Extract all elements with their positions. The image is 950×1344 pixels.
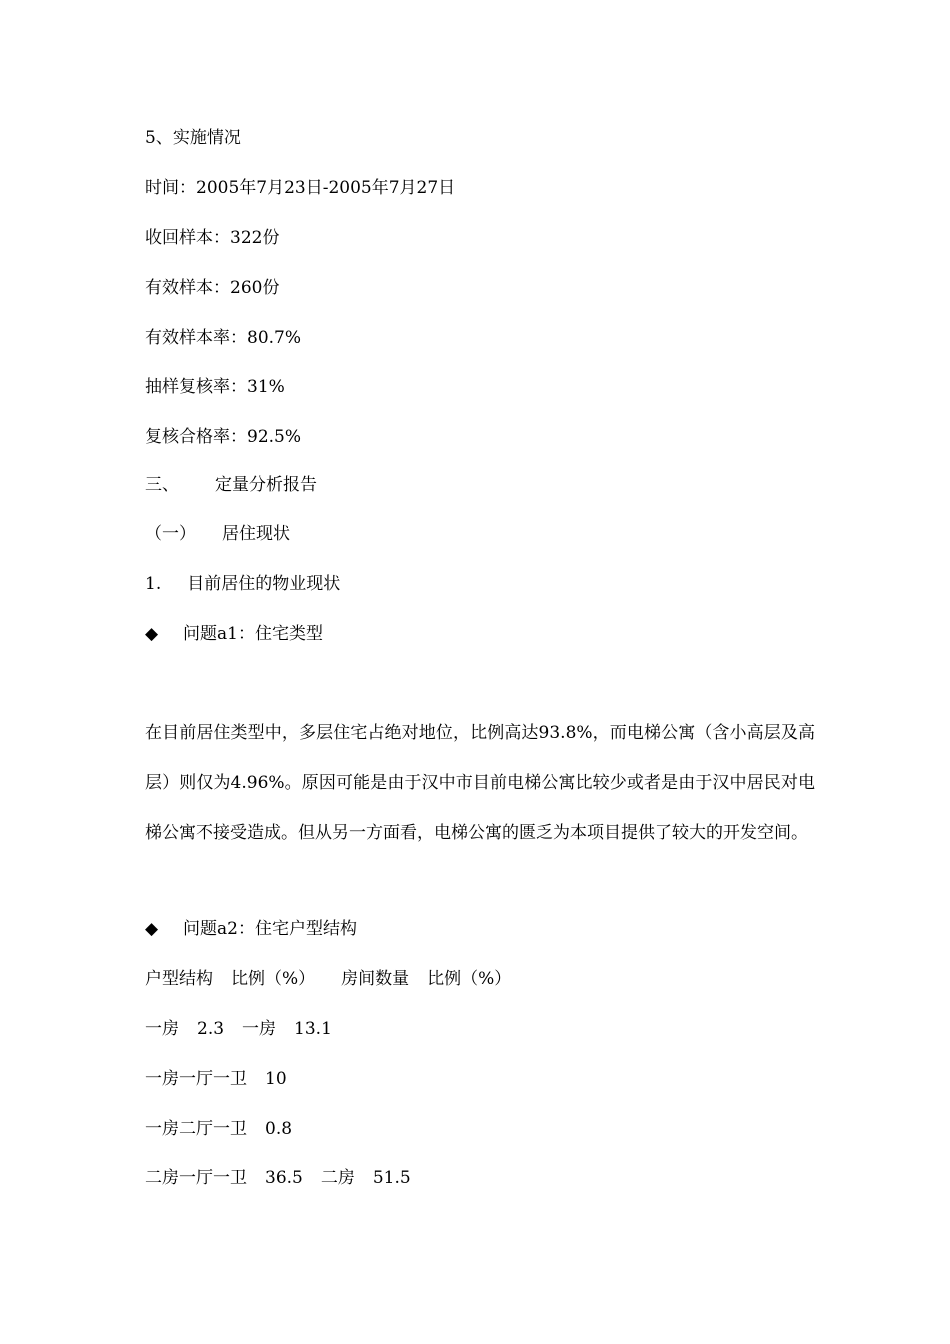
row-layout-pct: 10: [265, 1069, 287, 1089]
question-a1-text: 问题a1：住宅类型: [183, 624, 323, 644]
row-layout-pct: 2.3: [197, 1019, 225, 1039]
header-layout-pct: 比例（%）: [231, 969, 316, 989]
section3-heading: [145, 473, 317, 497]
subsection1-number: （一）: [145, 524, 196, 544]
row-rooms-pct: 51.5: [372, 1168, 411, 1188]
row-rooms-pct: 13.1: [294, 1019, 332, 1039]
pass-rate: 复核合格率：92.5%: [145, 427, 302, 447]
table-row: [145, 1017, 332, 1041]
question-a1: [145, 622, 323, 646]
table-a2-header: [145, 967, 511, 991]
row-rooms: 二房: [320, 1168, 355, 1188]
subsection1-title: 居住现状: [222, 524, 290, 544]
header-rooms-pct: 比例（%）: [427, 969, 512, 989]
survey-time: 时间：2005年7月23日-2005年7月27日: [145, 178, 456, 198]
valid-samples: 有效样本：260份: [145, 278, 280, 298]
section5-heading: 5、实施情况: [145, 128, 241, 148]
question-a2-text: 问题a2：住宅户型结构: [183, 919, 357, 939]
row-layout-pct: 36.5: [265, 1168, 303, 1188]
row-layout: 一房: [145, 1019, 179, 1039]
section3-number: 三、: [145, 475, 179, 495]
paragraph-a1: 在目前居住类型中，多层住宅占绝对地位，比例高达93.8%，而电梯公寓（含小高层及高层）则仅为4.96%。原因可能是由于汉中市目前电梯公寓比较少或者是由于汉中居民对电梯公寓不接受造成。但从另一方面看，电梯公寓的匮乏为本项目提供了较大的开发空间。: [145, 723, 815, 843]
table-row: [145, 1067, 287, 1091]
section3-title: 定量分析报告: [215, 475, 317, 495]
subsection1-heading: [145, 522, 290, 546]
row-rooms: 一房: [242, 1019, 277, 1039]
header-layout: 户型结构: [145, 969, 213, 989]
table-row: [145, 1166, 411, 1190]
row-layout: 一房二厅一卫: [145, 1119, 247, 1139]
returned-samples: 收回样本：322份: [145, 228, 280, 248]
row-layout-pct: 0.8: [265, 1119, 293, 1139]
diamond-bullet-icon: ◆: [145, 624, 159, 644]
row-layout: 二房一厅一卫: [145, 1168, 247, 1188]
recheck-rate: 抽样复核率：31%: [145, 377, 285, 397]
valid-sample-rate: 有效样本率：80.7%: [145, 328, 302, 348]
item1-number: 1.: [145, 574, 162, 594]
diamond-bullet-icon: ◆: [145, 919, 159, 939]
header-rooms: 房间数量: [341, 969, 410, 989]
table-row: [145, 1117, 292, 1141]
item1-heading: [145, 572, 340, 596]
question-a2: [145, 917, 357, 941]
item1-title: 目前居住的物业现状: [187, 574, 341, 594]
row-layout: 一房一厅一卫: [145, 1069, 247, 1089]
